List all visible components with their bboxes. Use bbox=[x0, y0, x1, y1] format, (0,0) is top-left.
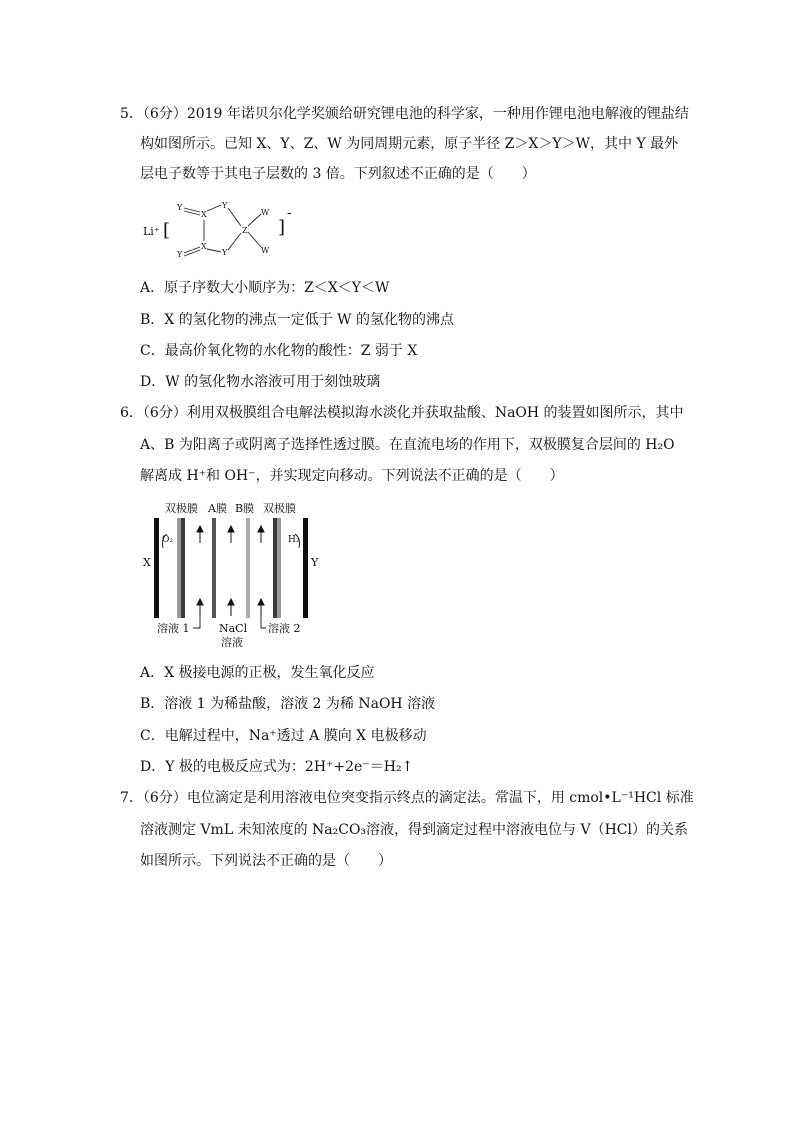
lithium-cation-label: Li⁺ bbox=[143, 225, 160, 238]
close-bracket: ] bbox=[278, 217, 286, 238]
q7-stem-line-2: 溶液测定 VmL 未知浓度的 Na₂CO₃溶液，得到滴定过程中溶液电位与 V（HCl）的关系 bbox=[140, 822, 689, 838]
bipolar-membrane-left-layer2 bbox=[181, 518, 185, 618]
q7-stem-line-1: 7．（6分）电位滴定是利用溶液电位突变指示终点的滴定法。常温下，用 cmol•L⁻¹HCl 标准 bbox=[120, 790, 694, 806]
label-bipolar-membrane-right: 双极膜 bbox=[263, 502, 296, 515]
q5-stem-line-1: 5．（6分）2019 年诺贝尔化学奖颁给研究锂电池的科学家，一种用作锂电池电解液的锂盐结 bbox=[120, 106, 689, 122]
q6-option-c: C．电解过程中，Na⁺透过 A 膜向 X 电极移动 bbox=[140, 728, 427, 744]
bipolar-membrane-right-layer1 bbox=[273, 518, 277, 618]
nacl-label: NaCl bbox=[219, 622, 248, 635]
solution-2-label: 溶液 2 bbox=[268, 622, 301, 635]
q6-stem-line-1: 6．（6分）利用双极膜组合电解法模拟海水淡化并获取盐酸、NaOH 的装置如图所示，其中 bbox=[120, 405, 684, 421]
label-b-membrane: B膜 bbox=[235, 502, 255, 515]
atom-w-bottom: W bbox=[261, 246, 270, 255]
atom-y-top-left: Y bbox=[177, 203, 183, 212]
atom-x-top: X bbox=[201, 210, 207, 219]
solution-1-label: 溶液 1 bbox=[157, 622, 190, 635]
flow-arrows bbox=[197, 526, 264, 616]
gas-h2-label: H₂ bbox=[288, 535, 300, 545]
q5-option-b: B．X 的氢化物的沸点一定低于 W 的氢化物的沸点 bbox=[140, 312, 454, 328]
label-a-membrane: A膜 bbox=[208, 502, 227, 515]
open-bracket: [ bbox=[163, 220, 171, 241]
bipolar-membrane-right-layer2 bbox=[277, 518, 281, 618]
nacl-solution-label: 溶液 bbox=[221, 636, 243, 649]
gas-o2-label: O₂ bbox=[162, 535, 173, 545]
q6-electrolysis-cell-diagram bbox=[135, 498, 335, 653]
atom-x-bottom: X bbox=[201, 242, 207, 251]
atom-z: Z bbox=[242, 226, 248, 235]
label-bipolar-membrane-left: 双极膜 bbox=[165, 502, 198, 515]
q7-stem-line-3: 如图所示。下列说法不正确的是（ ） bbox=[140, 853, 392, 869]
b-membrane bbox=[246, 518, 250, 618]
atom-w-top: W bbox=[261, 208, 270, 217]
q6-option-d: D．Y 极的电极反应式为：2H⁺+2e⁻＝H₂↑ bbox=[140, 759, 414, 775]
bipolar-membrane-left-layer1 bbox=[177, 518, 181, 618]
q5-stem-line-3: 层电子数等于其电子层数的 3 倍。下列叙述不正确的是（ ） bbox=[140, 166, 536, 182]
atom-y-bottom-left: Y bbox=[177, 250, 183, 259]
anion-charge: - bbox=[287, 205, 292, 221]
q5-lithium-salt-structure bbox=[135, 195, 305, 270]
electrode-y bbox=[303, 518, 308, 618]
q6-option-a: A．X 极接电源的正极，发生氧化反应 bbox=[140, 665, 375, 681]
electrode-x-label: X bbox=[143, 556, 151, 569]
electrode-x bbox=[154, 518, 159, 618]
atom-y-top-right: Y bbox=[222, 201, 228, 210]
a-membrane bbox=[212, 518, 216, 618]
electrode-y-label: Y bbox=[311, 556, 319, 569]
q5-option-a: A．原子序数大小顺序为：Z＜X＜Y＜W bbox=[140, 280, 390, 296]
q6-stem-line-3: 解离成 H⁺和 OH⁻，并实现定向移动。下列说法不正确的是（ ） bbox=[140, 468, 564, 484]
q5-stem-line-2: 构如图所示。已知 X、Y、Z、W 为同周期元素，原子半径 Z＞X＞Y＞W，其中 Y 最外 bbox=[140, 136, 679, 152]
atom-y-bottom-right: Y bbox=[222, 248, 228, 257]
q6-stem-line-2: A、B 为阳离子或阴离子选择性透过膜。在直流电场的作用下，双极膜复合层间的 H₂O bbox=[140, 437, 675, 453]
q6-option-b: B．溶液 1 为稀盐酸，溶液 2 为稀 NaOH 溶液 bbox=[140, 696, 436, 712]
q5-option-c: C．最高价氧化物的水化物的酸性：Z 弱于 X bbox=[140, 343, 418, 359]
q5-option-d: D．W 的氢化物水溶液可用于刻蚀玻璃 bbox=[140, 374, 381, 390]
